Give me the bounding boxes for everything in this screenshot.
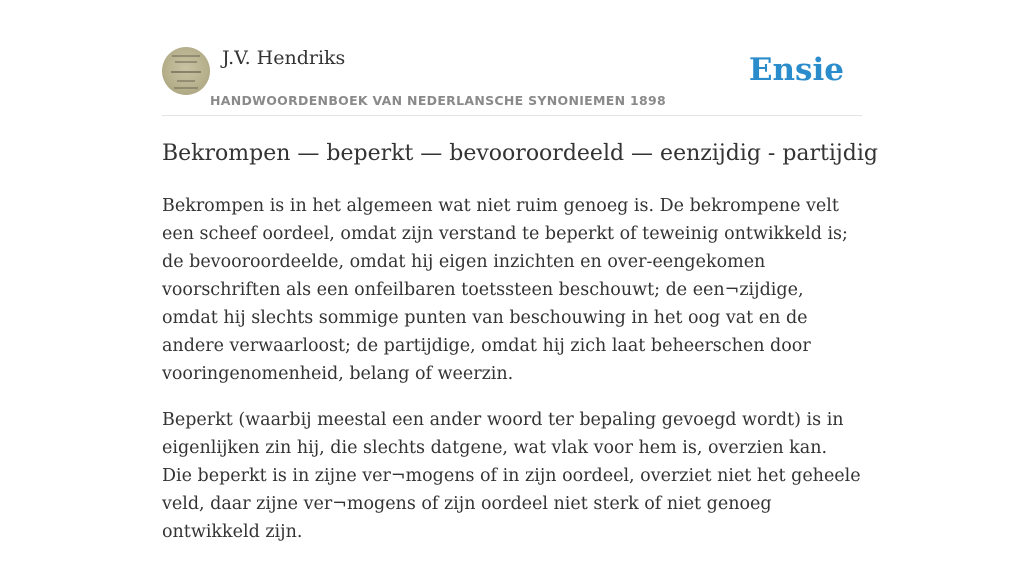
source-title[interactable]: HANDWOORDENBOEK VAN NEDERLANSCHE SYNONIEMEN 1898 <box>210 93 667 108</box>
article-title: Bekrompen — beperkt — bevooroordeeld — eenzijdig - partijdig <box>162 141 878 166</box>
book-cover-avatar[interactable] <box>162 47 210 95</box>
article-paragraph: Beperkt (waarbij meestal een ander woord ter bepaling gevoegd wordt) is in eigenlijken zin hij, die slechts datgene, wat vlak voor hem is, overzien kan. Die beperkt is in zijne ver¬mogens of in zijn oordeel, overziet niet het geheele veld, daar zijne ver¬mogens of zijn oordeel niet sterk of niet genoeg ontwikkeld zijn. <box>162 410 861 542</box>
header-divider <box>162 115 862 116</box>
author-name[interactable]: J.V. Hendriks <box>222 47 346 69</box>
brand-logo[interactable]: Ensie <box>748 52 844 88</box>
article-paragraph: Bekrompen is in het algemeen wat niet ruim genoeg is. De bekrompene velt een scheef oordeel, omdat zijn verstand te beperkt of teweinig ontwikkeld is; de bevooroordeelde, omdat hij eigen inzichten en over-eengekomen voorschriften als een onfeilbaren toetssteen beschouwt; de een¬zijdige, omdat hij slechts sommige punten van beschouwing in het oog vat en de andere verwaarloost; de partijdige, omdat hij zich laat beheerschen door vooringenomenheid, belang of weerzin. <box>162 196 848 384</box>
article-header <box>162 46 862 116</box>
article-body <box>162 192 862 564</box>
